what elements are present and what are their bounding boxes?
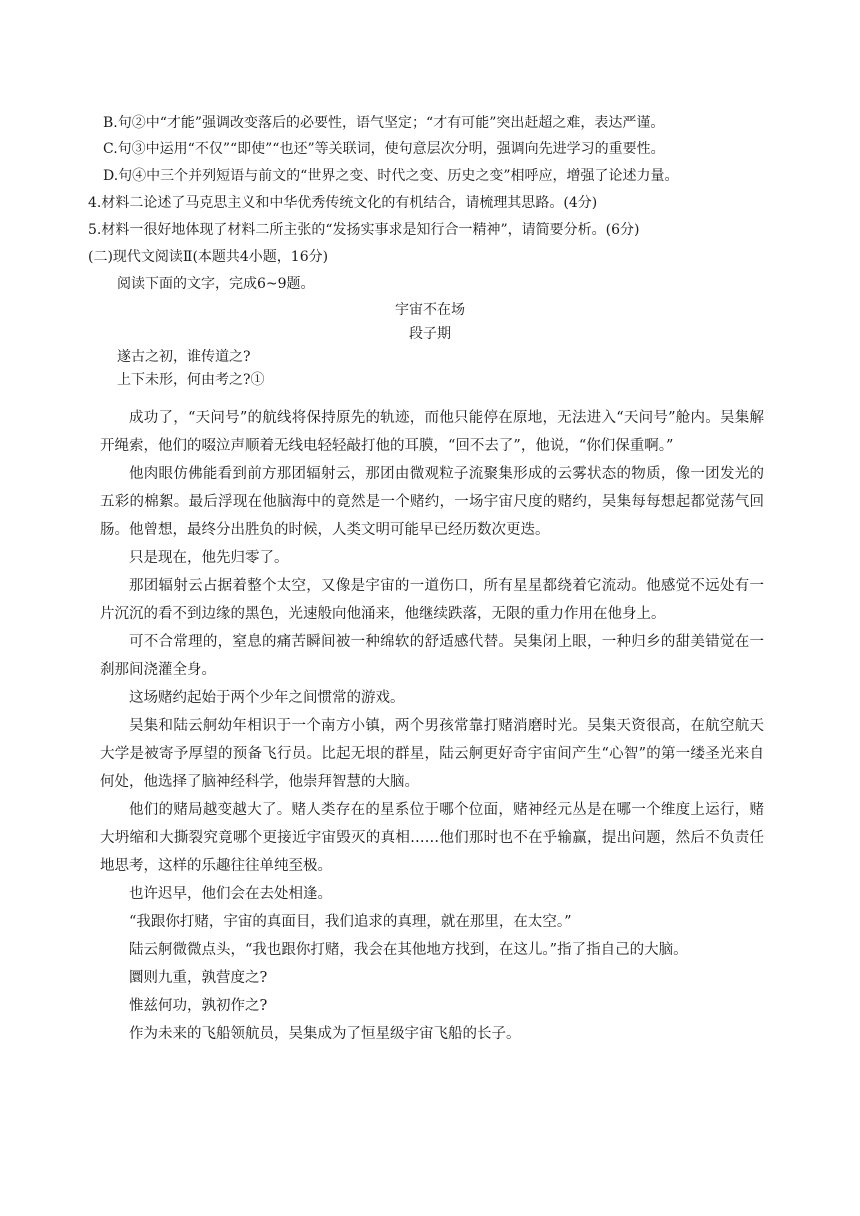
epigraph-line-1: 遂古之初，谁传道之?	[117, 349, 251, 365]
article-title: 宇宙不在场	[395, 302, 465, 318]
verse-line: 惟兹何功，孰初作之?	[129, 998, 268, 1014]
paragraph: 那团辐射云占据着整个太空，又像是宇宙的一道伤口，所有星星都绕着它流动。他感觉不远处有一片沉沉的看不到边缘的黑色，光速般向他涌来，他继续跌落，无限的重力作用在他身上。	[100, 578, 764, 622]
verse-line: 圜则九重，孰营度之?	[129, 970, 268, 986]
paragraph: 成功了，“天问号”的航线将保持原先的轨迹，而他只能停在原地，无法进入“天问号”舱内。吴集解开绳索，他们的啜泣声顺着无线电轻轻敲打他的耳膜，“回不去了”，他说，“你们保重啊。”	[100, 410, 764, 454]
epigraph-line-2: 上下未形，何由考之?①	[117, 372, 265, 388]
question-5: 5.材料一很好地体现了材料二所主张的“发扬实事求是知行合一精神”，请简要分析。(6分)	[88, 222, 640, 238]
paragraph: 他肉眼仿佛能看到前方那团辐射云，那团由微观粒子流聚集形成的云雾状态的物质，像一团发光的五彩的棉絮。最后浮现在他脑海中的竟然是一个赌约，一场宇宙尺度的赌约，吴集每每想起都觉荡气回肠。他曾想，最终分出胜负的时候，人类文明可能早已经历数次更迭。	[100, 466, 764, 538]
section-instruction: 阅读下面的文字，完成6~9题。	[117, 276, 315, 292]
question-4: 4.材料二论述了马克思主义和中华优秀传统文化的有机结合，请梳理其思路。(4分)	[88, 195, 598, 211]
dialogue-line: 陆云舸微微点头，“我也跟你打赌，我会在其他地方找到，在这儿。”指了指自己的大脑。	[129, 942, 688, 958]
section-header: (二)现代文阅读Ⅱ(本题共4小题，16分)	[88, 249, 329, 265]
article-author: 段子期	[409, 326, 451, 342]
option-b: B.句②中“才能”强调改变落后的必要性，语气坚定；“才有可能”突出赶超之难，表达严谨。	[103, 115, 665, 131]
paragraph: 他们的赌局越变越大了。赌人类存在的星系位于哪个位面，赌神经元丛是在哪一个维度上运行，赌大坍缩和大撕裂究竟哪个更接近宇宙毁灭的真相……他们那时也不在乎输赢，提出问题，然后不负责任地思考，这样的乐趣往往单纯至极。	[100, 802, 764, 874]
paragraph: 这场赌约起始于两个少年之间惯常的游戏。	[129, 690, 405, 706]
option-c: C.句③中运用“不仅”“即使”“也还”等关联词，使句意层次分明，强调向先进学习的重要性。	[103, 141, 665, 157]
paragraph: 只是现在，他先归零了。	[129, 550, 289, 566]
paragraph: 可不合常理的，窒息的痛苦瞬间被一种绵软的舒适感代替。吴集闭上眼，一种归乡的甜美错觉在一刹那间浇灌全身。	[100, 634, 764, 678]
paragraph: 吴集和陆云舸幼年相识于一个南方小镇，两个男孩常靠打赌消磨时光。吴集天资很高，在航空航天大学是被寄予厚望的预备飞行员。比起无垠的群星，陆云舸更好奇宇宙间产生“心智”的第一缕圣光来自何处，他选择了脑神经科学，他崇拜智慧的大脑。	[100, 718, 764, 790]
dialogue-line: “我跟你打赌，宇宙的真面目，我们追求的真理，就在那里，在太空。”	[129, 914, 572, 930]
option-d: D.句④中三个并列短语与前文的“世界之变、时代之变、历史之变”相呼应，增强了论述力量。	[103, 168, 679, 184]
paragraph: 也许迟早，他们会在去处相逢。	[129, 886, 332, 902]
paragraph: 作为未来的飞船领航员，吴集成为了恒星级宇宙飞船的长子。	[129, 1026, 521, 1042]
